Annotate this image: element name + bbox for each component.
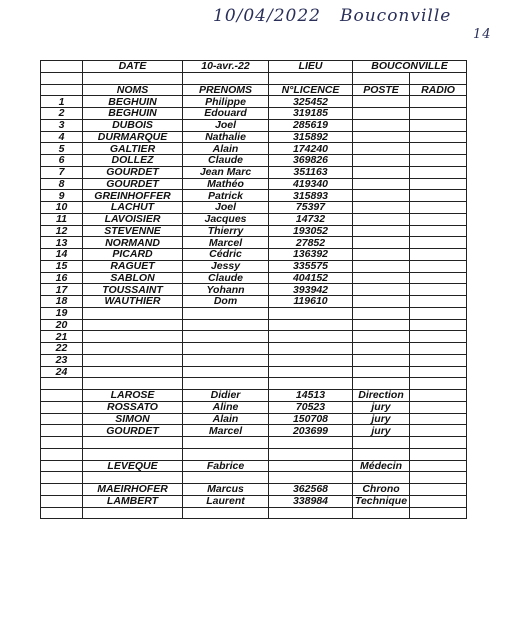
technical-prenom: Marcus bbox=[183, 484, 269, 496]
rider-radio bbox=[410, 319, 467, 331]
blank-cell bbox=[183, 378, 269, 390]
rider-nom bbox=[83, 366, 183, 378]
rider-number: 21 bbox=[41, 331, 83, 343]
official-licence: 14513 bbox=[269, 390, 353, 402]
rider-licence bbox=[269, 354, 353, 366]
rider-poste bbox=[353, 202, 410, 214]
rider-row bbox=[41, 237, 467, 249]
rider-nom: BEGHUIN bbox=[83, 108, 183, 120]
blank-cell bbox=[83, 507, 183, 519]
rider-licence bbox=[269, 366, 353, 378]
blank-cell bbox=[41, 448, 83, 460]
technical-licence: 338984 bbox=[269, 495, 353, 507]
rider-number: 24 bbox=[41, 366, 83, 378]
rider-nom: WAUTHIER bbox=[83, 296, 183, 308]
rider-radio bbox=[410, 237, 467, 249]
blank-cell bbox=[83, 472, 183, 484]
column-prenoms: PRENOMS bbox=[183, 84, 269, 96]
technical-poste: Chrono bbox=[353, 484, 410, 496]
column-poste: POSTE bbox=[353, 84, 410, 96]
blank-cell bbox=[269, 378, 353, 390]
registration-sheet bbox=[40, 60, 467, 519]
rider-row bbox=[41, 272, 467, 284]
rider-licence bbox=[269, 343, 353, 355]
rider-poste bbox=[353, 307, 410, 319]
official-nom: GOURDET bbox=[83, 425, 183, 437]
rider-row bbox=[41, 166, 467, 178]
rider-radio bbox=[410, 119, 467, 131]
rider-prenom: Yohann bbox=[183, 284, 269, 296]
official-licence: 203699 bbox=[269, 425, 353, 437]
blank-cell bbox=[41, 84, 83, 96]
rider-prenom: Alain bbox=[183, 143, 269, 155]
technical-row bbox=[41, 495, 467, 507]
rider-poste bbox=[353, 249, 410, 261]
rider-row bbox=[41, 131, 467, 143]
rider-prenom: Patrick bbox=[183, 190, 269, 202]
handwritten-date: 10/04/2022 bbox=[213, 6, 321, 26]
rider-number: 5 bbox=[41, 143, 83, 155]
rider-licence: 393942 bbox=[269, 284, 353, 296]
official-radio bbox=[410, 425, 467, 437]
official-radio bbox=[410, 390, 467, 402]
rider-nom: RAGUET bbox=[83, 260, 183, 272]
rider-number: 2 bbox=[41, 108, 83, 120]
rider-radio bbox=[410, 296, 467, 308]
rider-row bbox=[41, 155, 467, 167]
rider-licence: 27852 bbox=[269, 237, 353, 249]
rider-number: 10 bbox=[41, 202, 83, 214]
rider-row bbox=[41, 178, 467, 190]
rider-radio bbox=[410, 213, 467, 225]
rider-nom: LAVOISIER bbox=[83, 213, 183, 225]
rider-row bbox=[41, 202, 467, 214]
technical-radio bbox=[410, 484, 467, 496]
official-prenom: Marcel bbox=[183, 425, 269, 437]
rider-nom: DURMARQUE bbox=[83, 131, 183, 143]
rider-row bbox=[41, 96, 467, 108]
blank-cell bbox=[41, 495, 83, 507]
blank-cell bbox=[410, 472, 467, 484]
column-radio: RADIO bbox=[410, 84, 467, 96]
rider-row bbox=[41, 284, 467, 296]
rider-poste bbox=[353, 354, 410, 366]
medical-poste: Médecin bbox=[353, 460, 410, 472]
rider-row bbox=[41, 366, 467, 378]
rider-radio bbox=[410, 143, 467, 155]
rider-prenom bbox=[183, 354, 269, 366]
medical-radio bbox=[410, 460, 467, 472]
rider-number: 22 bbox=[41, 343, 83, 355]
blank-cell bbox=[269, 472, 353, 484]
rider-poste bbox=[353, 237, 410, 249]
rider-number: 19 bbox=[41, 307, 83, 319]
handwritten-page-number: 14 bbox=[473, 27, 492, 42]
rider-radio bbox=[410, 202, 467, 214]
official-row bbox=[41, 413, 467, 425]
rider-nom: PICARD bbox=[83, 249, 183, 261]
rider-nom: LACHUT bbox=[83, 202, 183, 214]
rider-nom bbox=[83, 319, 183, 331]
official-poste: jury bbox=[353, 401, 410, 413]
rider-nom bbox=[83, 354, 183, 366]
handwritten-place: Bouconville bbox=[340, 6, 452, 26]
rider-licence: 404152 bbox=[269, 272, 353, 284]
rider-prenom bbox=[183, 307, 269, 319]
rider-poste bbox=[353, 331, 410, 343]
rider-licence: 119610 bbox=[269, 296, 353, 308]
rider-nom: STEVENNE bbox=[83, 225, 183, 237]
blank-cell bbox=[353, 378, 410, 390]
official-row bbox=[41, 425, 467, 437]
rider-nom: NORMAND bbox=[83, 237, 183, 249]
rider-poste bbox=[353, 190, 410, 202]
rider-number: 13 bbox=[41, 237, 83, 249]
rider-nom: DUBOIS bbox=[83, 119, 183, 131]
rider-number: 20 bbox=[41, 319, 83, 331]
lieu-value: BOUCONVILLE bbox=[353, 61, 467, 73]
rider-poste bbox=[353, 272, 410, 284]
rider-row bbox=[41, 296, 467, 308]
rider-row bbox=[41, 249, 467, 261]
rider-prenom bbox=[183, 366, 269, 378]
official-row bbox=[41, 390, 467, 402]
official-prenom: Aline bbox=[183, 401, 269, 413]
rider-prenom: Marcel bbox=[183, 237, 269, 249]
rider-prenom: Jean Marc bbox=[183, 166, 269, 178]
rider-licence: 174240 bbox=[269, 143, 353, 155]
rider-licence: 325452 bbox=[269, 96, 353, 108]
rider-radio bbox=[410, 284, 467, 296]
rider-licence: 335575 bbox=[269, 260, 353, 272]
rider-nom bbox=[83, 307, 183, 319]
rider-poste bbox=[353, 96, 410, 108]
medical-licence bbox=[269, 460, 353, 472]
blank-cell bbox=[183, 507, 269, 519]
blank-cell bbox=[83, 437, 183, 449]
rider-licence bbox=[269, 319, 353, 331]
rider-prenom bbox=[183, 319, 269, 331]
rider-row bbox=[41, 190, 467, 202]
rider-licence bbox=[269, 331, 353, 343]
rider-nom: GOURDET bbox=[83, 166, 183, 178]
medical-prenom: Fabrice bbox=[183, 460, 269, 472]
rider-poste bbox=[353, 166, 410, 178]
blank-cell bbox=[410, 448, 467, 460]
header-row bbox=[41, 61, 467, 73]
blank-cell bbox=[83, 448, 183, 460]
rider-poste bbox=[353, 155, 410, 167]
rider-radio bbox=[410, 96, 467, 108]
rider-prenom: Thierry bbox=[183, 225, 269, 237]
blank-cell bbox=[41, 507, 83, 519]
rider-poste bbox=[353, 225, 410, 237]
rider-poste bbox=[353, 119, 410, 131]
rider-radio bbox=[410, 155, 467, 167]
rider-poste bbox=[353, 213, 410, 225]
rider-prenom bbox=[183, 343, 269, 355]
rider-nom: SABLON bbox=[83, 272, 183, 284]
official-licence: 70523 bbox=[269, 401, 353, 413]
rider-prenom: Claude bbox=[183, 155, 269, 167]
rider-radio bbox=[410, 260, 467, 272]
rider-nom: GREINHOFFER bbox=[83, 190, 183, 202]
rider-poste bbox=[353, 178, 410, 190]
rider-poste bbox=[353, 131, 410, 143]
blank-cell bbox=[353, 448, 410, 460]
rider-licence: 14732 bbox=[269, 213, 353, 225]
rider-licence: 315892 bbox=[269, 131, 353, 143]
rider-prenom: Dom bbox=[183, 296, 269, 308]
rider-row bbox=[41, 143, 467, 155]
blank-cell bbox=[269, 437, 353, 449]
official-poste: Direction bbox=[353, 390, 410, 402]
rider-prenom: Jessy bbox=[183, 260, 269, 272]
rider-radio bbox=[410, 225, 467, 237]
blank-cell bbox=[269, 507, 353, 519]
spacer-row bbox=[41, 72, 467, 84]
column-licence: N°LICENCE bbox=[269, 84, 353, 96]
blank-cell bbox=[410, 507, 467, 519]
column-header-row bbox=[41, 84, 467, 96]
rider-radio bbox=[410, 178, 467, 190]
rider-row bbox=[41, 225, 467, 237]
technical-row bbox=[41, 484, 467, 496]
rider-radio bbox=[410, 108, 467, 120]
rider-number: 3 bbox=[41, 119, 83, 131]
rider-prenom: Nathalie bbox=[183, 131, 269, 143]
lieu-label: LIEU bbox=[269, 61, 353, 73]
blank-cell bbox=[269, 448, 353, 460]
blank-cell bbox=[41, 390, 83, 402]
blank-cell bbox=[41, 378, 83, 390]
rider-prenom: Jacques bbox=[183, 213, 269, 225]
rider-row bbox=[41, 119, 467, 131]
rider-prenom: Claude bbox=[183, 272, 269, 284]
rider-number: 8 bbox=[41, 178, 83, 190]
rider-licence: 351163 bbox=[269, 166, 353, 178]
rider-poste bbox=[353, 260, 410, 272]
rider-number: 11 bbox=[41, 213, 83, 225]
rider-prenom: Joel bbox=[183, 202, 269, 214]
rider-poste bbox=[353, 296, 410, 308]
blank-cell bbox=[183, 437, 269, 449]
rider-nom: GALTIER bbox=[83, 143, 183, 155]
rider-prenom: Joel bbox=[183, 119, 269, 131]
rider-nom: GOURDET bbox=[83, 178, 183, 190]
blank-cell bbox=[41, 61, 83, 73]
official-poste: jury bbox=[353, 413, 410, 425]
rider-radio bbox=[410, 131, 467, 143]
rider-nom: BEGHUIN bbox=[83, 96, 183, 108]
blank-cell bbox=[410, 437, 467, 449]
rider-nom: TOUSSAINT bbox=[83, 284, 183, 296]
rider-radio bbox=[410, 366, 467, 378]
official-nom: LAROSE bbox=[83, 390, 183, 402]
rider-radio bbox=[410, 354, 467, 366]
rider-row bbox=[41, 108, 467, 120]
blank-cell bbox=[353, 472, 410, 484]
rider-number: 1 bbox=[41, 96, 83, 108]
rider-radio bbox=[410, 249, 467, 261]
technical-poste: Technique bbox=[353, 495, 410, 507]
rider-radio bbox=[410, 331, 467, 343]
official-row bbox=[41, 401, 467, 413]
rider-prenom: Mathéo bbox=[183, 178, 269, 190]
blank-cell bbox=[353, 507, 410, 519]
rider-licence: 319185 bbox=[269, 108, 353, 120]
rider-prenom: Edouard bbox=[183, 108, 269, 120]
official-poste: jury bbox=[353, 425, 410, 437]
official-nom: SIMON bbox=[83, 413, 183, 425]
date-value: 10-avr.-22 bbox=[183, 61, 269, 73]
rider-number: 7 bbox=[41, 166, 83, 178]
spacer-row bbox=[41, 472, 467, 484]
rider-prenom: Cédric bbox=[183, 249, 269, 261]
rider-poste bbox=[353, 143, 410, 155]
rider-number: 16 bbox=[41, 272, 83, 284]
blank-cell bbox=[41, 413, 83, 425]
technical-radio bbox=[410, 495, 467, 507]
blank-cell bbox=[41, 484, 83, 496]
rider-number: 17 bbox=[41, 284, 83, 296]
medical-nom: LEVEQUE bbox=[83, 460, 183, 472]
spacer-row bbox=[41, 507, 467, 519]
rider-licence: 136392 bbox=[269, 249, 353, 261]
rider-radio bbox=[410, 307, 467, 319]
blank-cell bbox=[183, 448, 269, 460]
rider-radio bbox=[410, 343, 467, 355]
official-licence: 150708 bbox=[269, 413, 353, 425]
rider-row bbox=[41, 213, 467, 225]
official-radio bbox=[410, 413, 467, 425]
rider-licence: 193052 bbox=[269, 225, 353, 237]
rider-prenom bbox=[183, 331, 269, 343]
rider-licence: 419340 bbox=[269, 178, 353, 190]
rider-licence: 285619 bbox=[269, 119, 353, 131]
rider-nom bbox=[83, 331, 183, 343]
rider-radio bbox=[410, 190, 467, 202]
medical-row bbox=[41, 460, 467, 472]
rider-nom bbox=[83, 343, 183, 355]
official-nom: ROSSATO bbox=[83, 401, 183, 413]
rider-number: 18 bbox=[41, 296, 83, 308]
rider-poste bbox=[353, 366, 410, 378]
rider-row bbox=[41, 319, 467, 331]
rider-number: 14 bbox=[41, 249, 83, 261]
rider-number: 12 bbox=[41, 225, 83, 237]
rider-row bbox=[41, 354, 467, 366]
rider-poste bbox=[353, 108, 410, 120]
official-prenom: Didier bbox=[183, 390, 269, 402]
technical-nom: LAMBERT bbox=[83, 495, 183, 507]
rider-row bbox=[41, 343, 467, 355]
rider-nom: DOLLEZ bbox=[83, 155, 183, 167]
technical-licence: 362568 bbox=[269, 484, 353, 496]
rider-number: 23 bbox=[41, 354, 83, 366]
rider-number: 15 bbox=[41, 260, 83, 272]
rider-licence: 369826 bbox=[269, 155, 353, 167]
official-radio bbox=[410, 401, 467, 413]
blank-cell bbox=[183, 472, 269, 484]
rider-prenom: Philippe bbox=[183, 96, 269, 108]
column-noms: NOMS bbox=[83, 84, 183, 96]
rider-number: 9 bbox=[41, 190, 83, 202]
blank-cell bbox=[41, 472, 83, 484]
rider-licence: 75397 bbox=[269, 202, 353, 214]
rider-poste bbox=[353, 319, 410, 331]
rider-licence: 315893 bbox=[269, 190, 353, 202]
blank-cell bbox=[41, 401, 83, 413]
blank-cell bbox=[410, 378, 467, 390]
rider-row bbox=[41, 260, 467, 272]
rider-radio bbox=[410, 166, 467, 178]
spacer-row bbox=[41, 448, 467, 460]
rider-row bbox=[41, 331, 467, 343]
rider-number: 6 bbox=[41, 155, 83, 167]
rider-row bbox=[41, 307, 467, 319]
rider-poste bbox=[353, 343, 410, 355]
rider-number: 4 bbox=[41, 131, 83, 143]
blank-cell bbox=[41, 425, 83, 437]
rider-licence bbox=[269, 307, 353, 319]
blank-cell bbox=[41, 437, 83, 449]
technical-nom: MAEIRHOFER bbox=[83, 484, 183, 496]
spacer-row bbox=[41, 378, 467, 390]
blank-cell bbox=[41, 460, 83, 472]
blank-cell bbox=[83, 378, 183, 390]
spacer-row bbox=[41, 437, 467, 449]
rider-poste bbox=[353, 284, 410, 296]
official-prenom: Alain bbox=[183, 413, 269, 425]
date-label: DATE bbox=[83, 61, 183, 73]
rider-radio bbox=[410, 272, 467, 284]
blank-cell bbox=[353, 437, 410, 449]
technical-prenom: Laurent bbox=[183, 495, 269, 507]
